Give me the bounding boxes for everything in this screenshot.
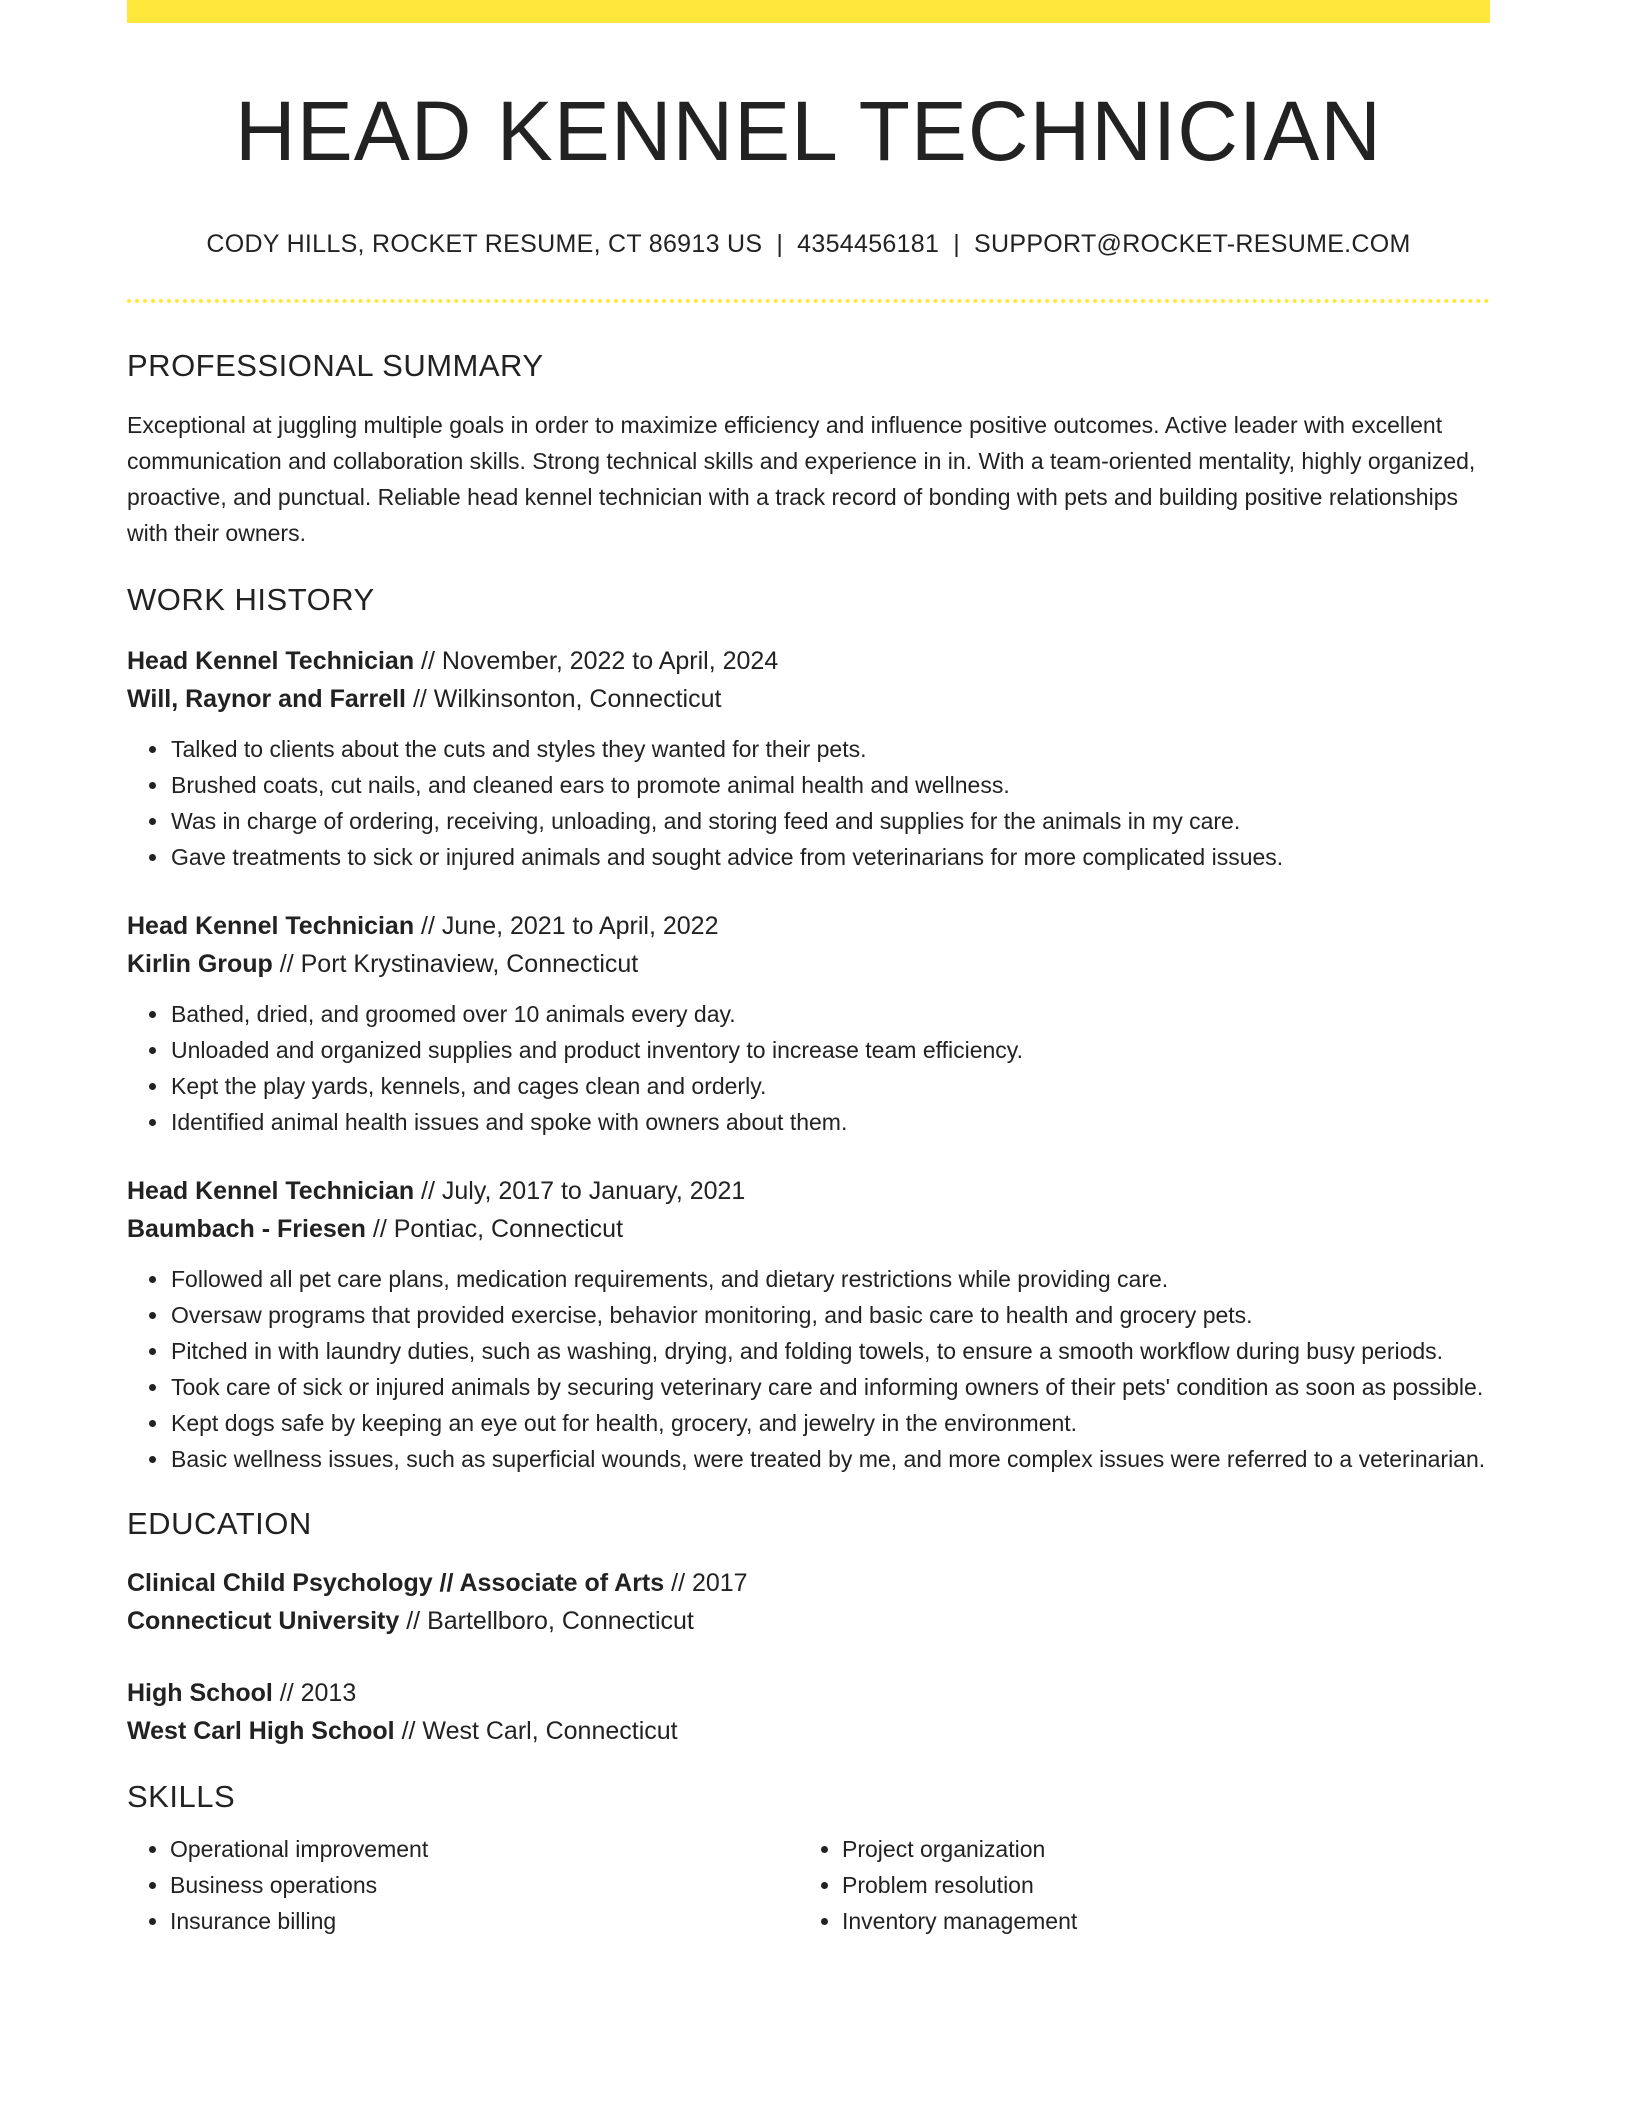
education-school-line	[127, 1712, 1490, 1750]
education-school: West Carl High School	[127, 1716, 395, 1745]
skills-column-left	[127, 1831, 799, 1939]
skill-item: • Project organization	[842, 1831, 1471, 1867]
contact-line	[127, 229, 1490, 259]
contact-separator: |	[776, 230, 784, 259]
skill-item: • Inventory management	[842, 1903, 1471, 1939]
job-bullet: • Kept the play yards, kennels, and cages clean and orderly.	[170, 1068, 1490, 1104]
accent-top-bar	[127, 0, 1490, 23]
job-title-line	[127, 907, 1490, 945]
education-entry	[127, 1674, 1490, 1750]
contact-email: SUPPORT@ROCKET-RESUME.COM	[974, 230, 1411, 259]
education-degree: Clinical Child Psychology // Associate of Arts	[127, 1568, 665, 1597]
contact-phone: 4354456181	[797, 230, 940, 259]
summary-heading: PROFESSIONAL SUMMARY	[127, 348, 544, 384]
job-bullet: • Took care of sick or injured animals by securing veterinary care and informing owners of their pets' condition as soon as possible.	[170, 1369, 1490, 1405]
job-bullet: • Unloaded and organized supplies and product inventory to increase team efficiency.	[170, 1032, 1490, 1068]
job-bullet: • Pitched in with laundry duties, such as washing, drying, and folding towels, to ensure a smooth workflow during busy periods.	[170, 1333, 1490, 1369]
job-company: Will, Raynor and Farrell	[127, 684, 407, 713]
resume-title: HEAD KENNEL TECHNICIAN	[235, 84, 1382, 178]
job-company: Kirlin Group	[127, 949, 273, 978]
job-company: Baumbach - Friesen	[127, 1214, 366, 1243]
education-degree-line	[127, 1674, 1490, 1712]
job-bullet: • Identified animal health issues and spoke with owners about them.	[170, 1104, 1490, 1140]
job-bullet: • Followed all pet care plans, medication requirements, and dietary restrictions while providing care.	[170, 1261, 1490, 1297]
job-bullet: • Gave treatments to sick or injured animals and sought advice from veterinarians for more complicated issues.	[170, 839, 1490, 875]
job-title-line	[127, 642, 1490, 680]
job-bullet: • Basic wellness issues, such as superficial wounds, were treated by me, and more complex issues were referred to a veterinarian.	[170, 1441, 1490, 1477]
job-location: // Wilkinsonton, Connecticut	[406, 684, 722, 713]
job-dates: // November, 2022 to April, 2024	[414, 646, 779, 675]
education-school: Connecticut University	[127, 1606, 400, 1635]
job-bullet: • Oversaw programs that provided exercise, behavior monitoring, and basic care to health and grocery pets.	[170, 1297, 1490, 1333]
education-year: // 2013	[272, 1678, 357, 1707]
skill-item: • Problem resolution	[842, 1867, 1471, 1903]
contact-separator: |	[953, 230, 961, 259]
education-heading: EDUCATION	[127, 1505, 312, 1541]
job-role: Head Kennel Technician	[127, 646, 415, 675]
job-bullet: • Bathed, dried, and groomed over 10 animals every day.	[170, 996, 1490, 1032]
job-entry	[127, 642, 1490, 875]
skills-heading: SKILLS	[127, 1778, 236, 1814]
education-year: // 2017	[664, 1568, 748, 1597]
education-entry	[127, 1564, 1490, 1640]
job-entry	[127, 907, 1490, 1140]
education-degree: High School	[127, 1678, 273, 1707]
skill-item: • Operational improvement	[170, 1831, 799, 1867]
job-company-line	[127, 680, 1490, 718]
job-bullet: • Kept dogs safe by keeping an eye out for health, grocery, and jewelry in the environment.	[170, 1405, 1490, 1441]
skill-item: • Business operations	[170, 1867, 799, 1903]
dotted-divider	[127, 299, 1490, 303]
education-location: // Bartellboro, Connecticut	[399, 1606, 694, 1635]
work-history-heading: WORK HISTORY	[127, 581, 375, 617]
skills-column-right	[799, 1831, 1471, 1939]
job-entry	[127, 1172, 1490, 1477]
contact-address: CODY HILLS, ROCKET RESUME, CT 86913 US	[206, 230, 763, 259]
job-dates: // July, 2017 to January, 2021	[414, 1176, 746, 1205]
skill-item: • Insurance billing	[170, 1903, 799, 1939]
job-title-line	[127, 1172, 1490, 1210]
education-degree-line	[127, 1564, 1490, 1602]
job-location: // Port Krystinaview, Connecticut	[272, 949, 639, 978]
education-school-line	[127, 1602, 1490, 1640]
education-location: // West Carl, Connecticut	[394, 1716, 678, 1745]
summary-text: Exceptional at juggling multiple goals in order to maximize efficiency and influence positive outcomes. Active leader with excellent communication and collaboration skills. Strong technical skills and experience in in. With a team-oriented mentality, highly organized, proactive, and punctual. Reliable head kennel technician with a track record of bonding with pets and building positive relationships with their owners.	[127, 411, 1476, 546]
resume-page	[127, 0, 1490, 1939]
job-bullets	[127, 1261, 1490, 1477]
job-bullets	[127, 731, 1490, 875]
job-dates: // June, 2021 to April, 2022	[414, 911, 719, 940]
job-bullet: • Talked to clients about the cuts and styles they wanted for their pets.	[170, 731, 1490, 767]
job-role: Head Kennel Technician	[127, 911, 415, 940]
skills-list	[127, 1831, 1490, 1939]
job-bullets	[127, 996, 1490, 1140]
job-company-line	[127, 1210, 1490, 1248]
job-role: Head Kennel Technician	[127, 1176, 415, 1205]
job-bullet: • Brushed coats, cut nails, and cleaned ears to promote animal health and wellness.	[170, 767, 1490, 803]
job-bullet: • Was in charge of ordering, receiving, unloading, and storing feed and supplies for the animals in my care.	[170, 803, 1490, 839]
job-location: // Pontiac, Connecticut	[365, 1214, 624, 1243]
job-company-line	[127, 945, 1490, 983]
